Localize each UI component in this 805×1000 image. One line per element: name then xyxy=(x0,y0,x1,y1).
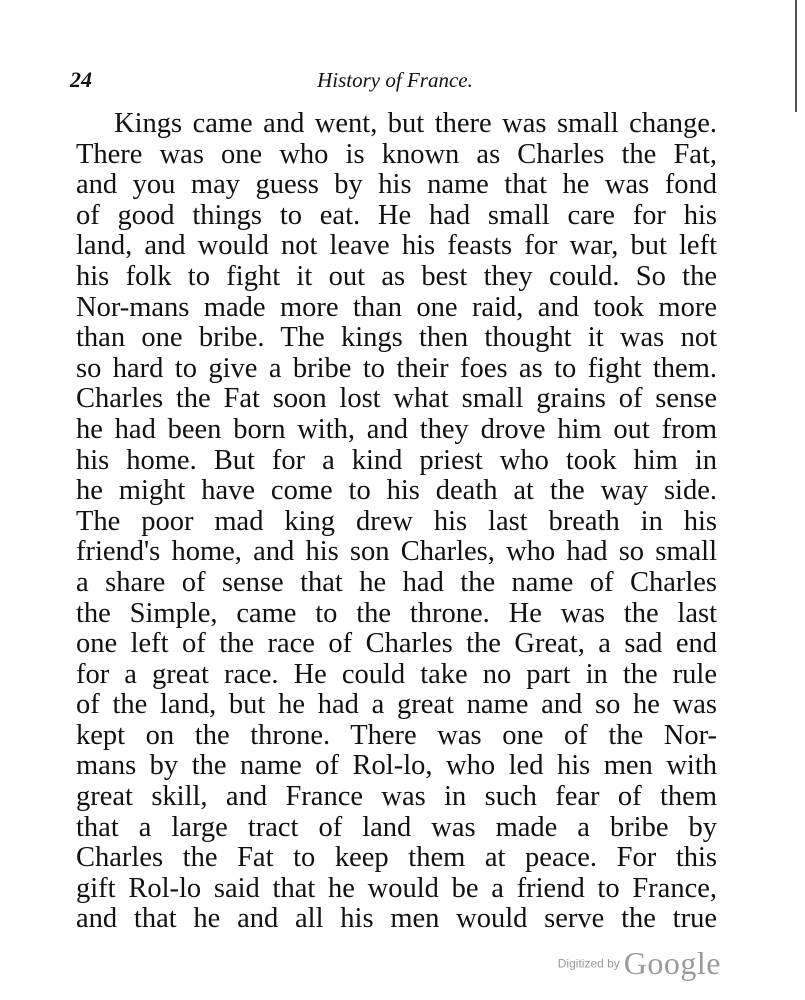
running-head xyxy=(70,66,720,94)
text-line: his home. But for a kind priest who took him in xyxy=(76,445,717,476)
text-line: than one bribe. The kings then thought it was not xyxy=(76,323,717,354)
text-line: mans by the name of Rol-lo, who led his men with xyxy=(76,751,717,782)
text-line: kept on the throne. There was one of the Nor- xyxy=(76,720,717,751)
text-line: one left of the race of Charles the Great, a sad end xyxy=(76,629,717,660)
google-logo: Google xyxy=(623,945,721,981)
body-text xyxy=(76,109,717,935)
text-line: that a large tract of land was made a bribe by xyxy=(76,812,717,843)
text-line: and that he and all his men would serve the true xyxy=(76,904,717,935)
text-line: The poor mad king drew his last breath in his xyxy=(76,506,717,537)
text-line: friend's home, and his son Charles, who had so small xyxy=(76,537,717,568)
text-line: Nor-mans made more than one raid, and took more xyxy=(76,292,717,323)
text-line: Charles the Fat to keep them at peace. For this xyxy=(76,843,717,874)
text-line: so hard to give a bribe to their foes as to fight them. xyxy=(76,353,717,384)
running-title: History of France. xyxy=(317,68,473,92)
text-line: his folk to fight it out as best they could. So the xyxy=(76,261,717,292)
text-line: land, and would not leave his feasts for war, but left xyxy=(76,231,717,262)
page-edge-line xyxy=(795,0,797,112)
text-line: Kings came and went, but there was small change. xyxy=(114,109,717,139)
text-line: he might have come to his death at the way side. xyxy=(76,476,717,507)
text-line: of good things to eat. He had small care for his xyxy=(76,200,717,231)
digitized-watermark xyxy=(558,945,721,985)
page-number: 24 xyxy=(70,67,92,92)
text-line: gift Rol-lo said that he would be a friend to France, xyxy=(76,873,717,904)
text-line: and you may guess by his name that he was fond xyxy=(76,170,717,201)
text-line: a share of sense that he had the name of Charles xyxy=(76,567,717,598)
text-line: Charles the Fat soon lost what small grains of sense xyxy=(76,384,717,415)
text-line: of the land, but he had a great name and so he was xyxy=(76,690,717,721)
text-line: the Simple, came to the throne. He was the last xyxy=(76,598,717,629)
text-line: he had been born with, and they drove him out from xyxy=(76,414,717,445)
text-line: There was one who is known as Charles the Fat, xyxy=(76,139,717,170)
digitized-label: Digitized by xyxy=(557,956,620,971)
text-line: great skill, and France was in such fear of them xyxy=(76,782,717,813)
text-line: for a great race. He could take no part in the rule xyxy=(76,659,717,690)
